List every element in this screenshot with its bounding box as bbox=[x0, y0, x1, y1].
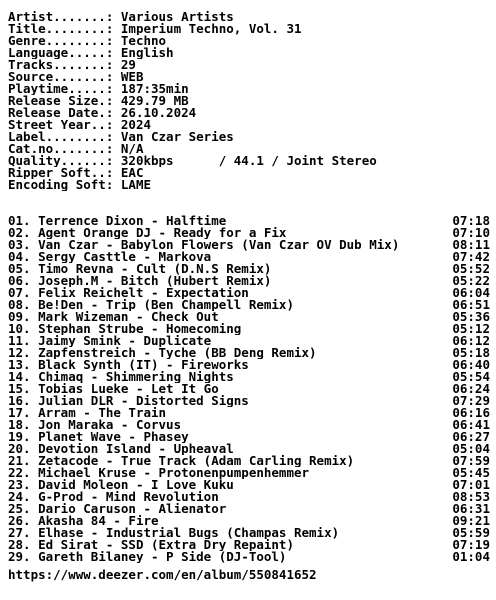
info-key: Tracks.......: bbox=[8, 59, 121, 71]
track-number: 23. bbox=[8, 477, 39, 492]
track-title: Ed Sirat - SSD (Extra Dry Repaint) bbox=[38, 539, 294, 551]
info-key: Label........: bbox=[8, 131, 121, 143]
track-row bbox=[8, 275, 490, 287]
track-title: Mark Wizeman - Check Out bbox=[38, 311, 219, 323]
info-value: Van Czar Series bbox=[120, 131, 234, 143]
track-title: Elhase - Industrial Bugs (Champas Remix) bbox=[38, 527, 340, 539]
info-value: 26.10.2024 bbox=[120, 107, 197, 119]
track-row bbox=[8, 227, 490, 239]
info-value: WEB bbox=[120, 71, 144, 83]
info-line bbox=[8, 35, 490, 47]
track-row bbox=[8, 431, 490, 443]
track-number: 17. bbox=[8, 405, 39, 420]
info-line bbox=[8, 143, 490, 155]
tracklist bbox=[8, 215, 490, 563]
track-duration: 05:45 bbox=[452, 465, 490, 480]
info-line bbox=[8, 167, 490, 179]
track-title: Zetacode - True Track (Adam Carling Remix) bbox=[38, 455, 355, 467]
track-title: Arram - The Train bbox=[38, 407, 167, 419]
track-row bbox=[8, 395, 490, 407]
track-row bbox=[8, 323, 490, 335]
track-row bbox=[8, 299, 490, 311]
track-row bbox=[8, 515, 490, 527]
track-duration: 07:01 bbox=[452, 477, 490, 492]
track-row bbox=[8, 335, 490, 347]
track-row bbox=[8, 287, 490, 299]
info-key: Release Size.: bbox=[8, 95, 121, 107]
track-number: 09. bbox=[8, 309, 39, 324]
track-number: 19. bbox=[8, 429, 39, 444]
track-duration: 06:31 bbox=[452, 501, 490, 516]
info-key: Playtime.....: bbox=[8, 83, 121, 95]
track-row bbox=[8, 347, 490, 359]
track-title: Planet Wave - Phasey bbox=[38, 431, 189, 443]
track-number: 29. bbox=[8, 549, 39, 564]
track-title: Sergy Casttle - Markova bbox=[38, 251, 212, 263]
info-key: Ripper Soft..: bbox=[8, 167, 121, 179]
track-row bbox=[8, 503, 490, 515]
track-duration: 08:53 bbox=[452, 489, 490, 504]
info-key: Encoding Soft: bbox=[8, 179, 121, 191]
track-row bbox=[8, 239, 490, 251]
track-title: Terrence Dixon - Halftime bbox=[38, 215, 227, 227]
info-line bbox=[8, 119, 490, 131]
track-number: 05. bbox=[8, 261, 39, 276]
info-key: Title........: bbox=[8, 23, 121, 35]
track-duration: 09:21 bbox=[452, 513, 490, 528]
info-key: Genre........: bbox=[8, 35, 121, 47]
info-line bbox=[8, 179, 490, 191]
track-row bbox=[8, 407, 490, 419]
track-number: 12. bbox=[8, 345, 39, 360]
track-number: 03. bbox=[8, 237, 39, 252]
info-value: 429.79 MB bbox=[120, 95, 189, 107]
track-duration: 05:54 bbox=[452, 369, 490, 384]
track-row bbox=[8, 527, 490, 539]
track-number: 07. bbox=[8, 285, 39, 300]
track-title: Gareth Bilaney - P Side (DJ-Tool) bbox=[38, 551, 287, 563]
track-row bbox=[8, 551, 490, 563]
track-duration: 05:52 bbox=[452, 261, 490, 276]
info-value: Techno bbox=[120, 35, 167, 47]
track-number: 06. bbox=[8, 273, 39, 288]
track-row bbox=[8, 359, 490, 371]
info-value: Imperium Techno, Vol. 31 bbox=[120, 23, 302, 35]
track-duration: 06:04 bbox=[452, 285, 490, 300]
info-line bbox=[8, 83, 490, 95]
info-key: Cat.no.......: bbox=[8, 143, 121, 155]
info-value: 187:35min bbox=[120, 83, 189, 95]
track-duration: 05:12 bbox=[452, 321, 490, 336]
track-title: Michael Kruse - Protonenpumpenhemmer bbox=[38, 467, 310, 479]
track-row bbox=[8, 479, 490, 491]
info-line bbox=[8, 71, 490, 83]
info-key: Quality......: bbox=[8, 155, 121, 167]
track-duration: 05:22 bbox=[452, 273, 490, 288]
info-key: Language.....: bbox=[8, 47, 121, 59]
track-row bbox=[8, 467, 490, 479]
track-duration: 08:11 bbox=[452, 237, 490, 252]
track-duration: 07:18 bbox=[452, 213, 490, 228]
track-number: 25. bbox=[8, 501, 39, 516]
track-duration: 05:59 bbox=[452, 525, 490, 540]
track-title: Be!Den - Trip (Ben Champell Remix) bbox=[38, 299, 294, 311]
track-title: Jaimy Smink - Duplicate bbox=[38, 335, 212, 347]
track-number: 08. bbox=[8, 297, 39, 312]
track-number: 22. bbox=[8, 465, 39, 480]
track-row bbox=[8, 371, 490, 383]
track-title: Felix Reichelt - Expectation bbox=[38, 287, 249, 299]
track-duration: 05:36 bbox=[452, 309, 490, 324]
track-row bbox=[8, 215, 490, 227]
info-value: 29 bbox=[120, 59, 136, 71]
info-value: Various Artists bbox=[120, 11, 234, 23]
track-number: 13. bbox=[8, 357, 39, 372]
track-row bbox=[8, 311, 490, 323]
track-duration: 06:24 bbox=[452, 381, 490, 396]
info-value: 320kbps / 44.1 / Joint Stereo bbox=[120, 155, 377, 167]
track-number: 26. bbox=[8, 513, 39, 528]
track-title: Stephan Strube - Homecoming bbox=[38, 323, 242, 335]
track-duration: 06:51 bbox=[452, 297, 490, 312]
info-key: Source.......: bbox=[8, 71, 121, 83]
track-number: 21. bbox=[8, 453, 39, 468]
info-line bbox=[8, 107, 490, 119]
track-title: Akasha 84 - Fire bbox=[38, 515, 159, 527]
track-row bbox=[8, 539, 490, 551]
info-value: N/A bbox=[120, 143, 144, 155]
track-title: Black Synth (IT) - Fireworks bbox=[38, 359, 249, 371]
track-number: 24. bbox=[8, 489, 39, 504]
info-value: EAC bbox=[120, 167, 144, 179]
track-title: G-Prod - Mind Revolution bbox=[38, 491, 219, 503]
track-number: 11. bbox=[8, 333, 39, 348]
track-number: 02. bbox=[8, 225, 39, 240]
track-title: Devotion Island - Upheaval bbox=[38, 443, 234, 455]
track-duration: 07:59 bbox=[452, 453, 490, 468]
track-duration: 06:16 bbox=[452, 405, 490, 420]
info-line bbox=[8, 131, 490, 143]
track-duration: 05:18 bbox=[452, 345, 490, 360]
track-title: Agent Orange DJ - Ready for a Fix bbox=[38, 227, 287, 239]
track-number: 15. bbox=[8, 381, 39, 396]
info-line bbox=[8, 59, 490, 71]
info-key: Artist.......: bbox=[8, 11, 121, 23]
track-title: David Moleon - I Love Kuku bbox=[38, 479, 234, 491]
track-duration: 06:41 bbox=[452, 417, 490, 432]
track-number: 01. bbox=[8, 213, 39, 228]
album-url: https://www.deezer.com/en/album/550841652 bbox=[8, 567, 317, 582]
track-title: Timo Revna - Cult (D.N.S Remix) bbox=[38, 263, 272, 275]
track-title: Julian DLR - Distorted Signs bbox=[38, 395, 249, 407]
info-line bbox=[8, 11, 490, 23]
section-gap bbox=[8, 191, 490, 215]
track-duration: 06:27 bbox=[452, 429, 490, 444]
track-title: Van Czar - Babylon Flowers (Van Czar OV Dub Mix) bbox=[38, 239, 400, 251]
track-row bbox=[8, 455, 490, 467]
track-duration: 07:42 bbox=[452, 249, 490, 264]
track-number: 04. bbox=[8, 249, 39, 264]
track-duration: 05:04 bbox=[452, 441, 490, 456]
track-duration: 07:19 bbox=[452, 537, 490, 552]
info-value: LAME bbox=[120, 179, 151, 191]
track-number: 18. bbox=[8, 417, 39, 432]
track-number: 27. bbox=[8, 525, 39, 540]
track-title: Jon Maraka - Corvus bbox=[38, 419, 182, 431]
info-key: Street Year..: bbox=[8, 119, 121, 131]
info-key: Release Date.: bbox=[8, 107, 121, 119]
track-title: Chimaq - Shimmering Nights bbox=[38, 371, 234, 383]
info-value: 2024 bbox=[120, 119, 151, 131]
track-title: Tobias Lueke - Let It Go bbox=[38, 383, 219, 395]
track-number: 16. bbox=[8, 393, 39, 408]
track-duration: 07:29 bbox=[452, 393, 490, 408]
track-row bbox=[8, 419, 490, 431]
track-duration: 06:40 bbox=[452, 357, 490, 372]
info-line bbox=[8, 47, 490, 59]
track-title: Zapfenstreich - Tyche (BB Deng Remix) bbox=[38, 347, 317, 359]
info-line bbox=[8, 155, 490, 167]
info-line bbox=[8, 23, 490, 35]
track-row bbox=[8, 491, 490, 503]
track-title: Joseph.M - Bitch (Hubert Remix) bbox=[38, 275, 272, 287]
track-row bbox=[8, 263, 490, 275]
info-line bbox=[8, 95, 490, 107]
track-number: 20. bbox=[8, 441, 39, 456]
release-info-document bbox=[8, 11, 490, 581]
track-number: 10. bbox=[8, 321, 39, 336]
track-number: 14. bbox=[8, 369, 39, 384]
track-row bbox=[8, 443, 490, 455]
track-row bbox=[8, 383, 490, 395]
track-title: Dario Caruson - Alienator bbox=[38, 503, 227, 515]
track-duration: 01:04 bbox=[452, 549, 490, 564]
track-number: 28. bbox=[8, 537, 39, 552]
track-duration: 07:10 bbox=[452, 225, 490, 240]
track-duration: 06:12 bbox=[452, 333, 490, 348]
release-info-block bbox=[8, 11, 490, 191]
track-row bbox=[8, 251, 490, 263]
info-value: English bbox=[120, 47, 174, 59]
